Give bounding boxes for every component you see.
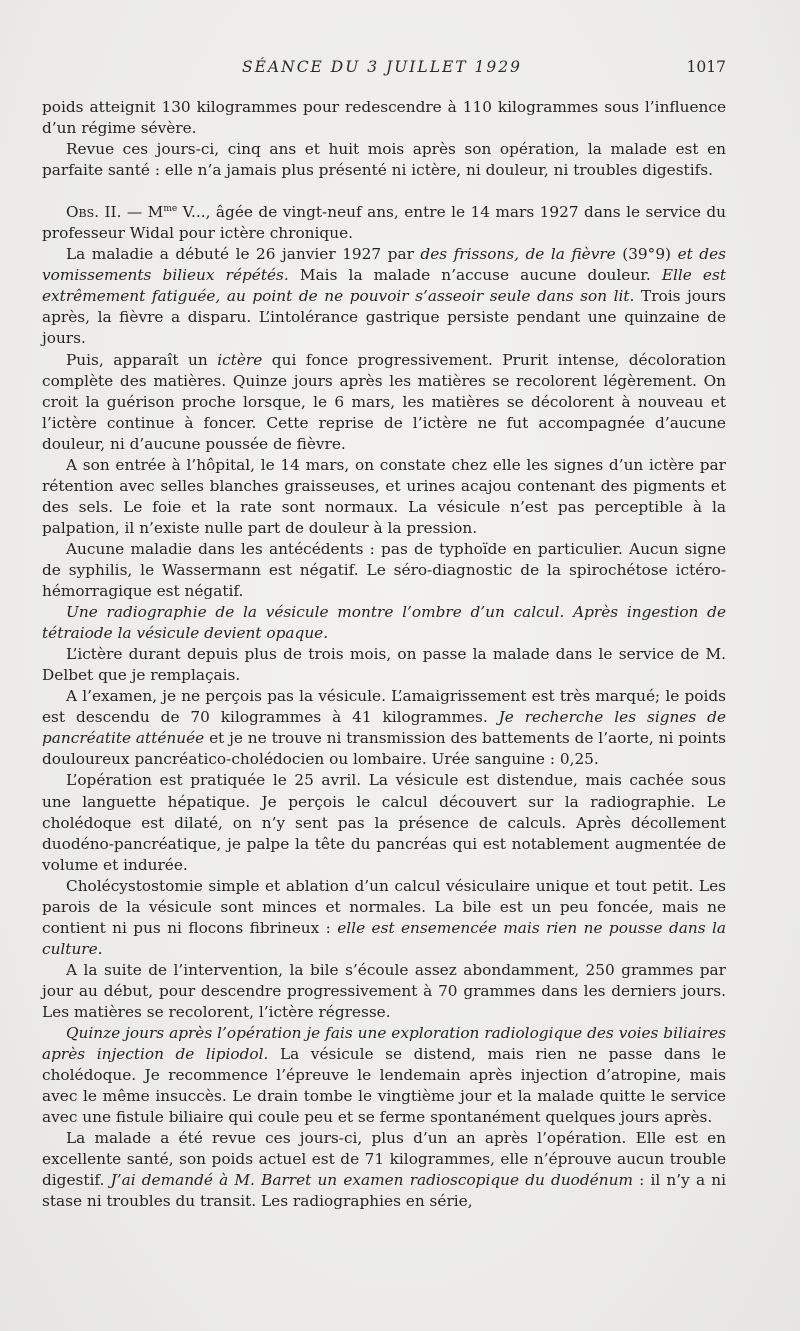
italic-text: J’ai demandé à M. Barret un examen radioscopique du duodénum — [110, 1171, 633, 1190]
paragraph — [42, 455, 726, 539]
italic-text: Quinze jours après l’opération je fais une exploration radiologique des voies biliaires après injection de lipiodol. — [42, 1024, 726, 1064]
paragraph — [42, 97, 726, 139]
italic-text: des frissons, de la fièvre — [420, 245, 616, 264]
paragraph-text: Mais la malade n’accuse aucune douleur. — [288, 266, 662, 285]
observation-label: Obs. II. — [66, 203, 122, 222]
paragraph — [42, 770, 726, 875]
paragraph — [42, 244, 726, 349]
italic-text: Une radiographie de la vésicule montre l’ombre d’un calcul. Après ingestion de tétraiode la vésicule devient opaque. — [42, 603, 726, 643]
paragraph — [42, 1023, 726, 1128]
paragraph-text: poids atteignit 130 kilogrammes pour redescendre à 110 kilogrammes sous l’influence d’un régime sévère. — [42, 98, 726, 138]
italic-text: Elle est extrêmement fatiguée, au point de ne pouvoir s’asseoir seule dans son lit. — [42, 266, 726, 306]
body-text — [42, 97, 726, 1212]
paragraph-text: L’opération est pratiquée le 25 avril. La vésicule est distendue, mais cachée sous une languette hépatique. Je perçois le calcul découvert sur la radiographie. Le cholédoque est dilaté, on n’y sent pas la présence de calculs. Après décollement duodéno-pancréatique, je palpe la tête du pancréas qui est notablement augmentée de volume et indurée. — [42, 771, 726, 874]
paragraph-text: — M — [121, 203, 164, 222]
paragraph-text: : il n’y a ni stase ni troubles du transit. Les radiographies en série, — [42, 1171, 726, 1211]
page-number: 1017 — [686, 58, 726, 76]
paragraph-text: Trois jours après, la fièvre a disparu. L’intolérance gastrique persiste pendant une quinzaine de jours. — [42, 287, 726, 348]
paragraph — [42, 350, 726, 455]
paragraph — [42, 876, 726, 960]
italic-text: ictère — [217, 350, 263, 369]
italic-text: elle est ensemencée mais rien ne pousse dans la culture. — [42, 918, 726, 958]
paragraph — [42, 644, 726, 686]
paragraph — [42, 602, 726, 644]
paragraph-text: A la suite de l’intervention, la bile s’écoule assez abondamment, 250 grammes par jour au début, pour descendre progressivement à 70 grammes dans les derniers jours. Les matières se recolorent, l’ictère régresse. — [42, 960, 726, 1021]
paragraph — [42, 539, 726, 602]
italic-text: Je recherche les signes de pancréatite atténuée — [42, 708, 727, 748]
paragraph-text: (39°9) — [615, 245, 678, 264]
paragraph-text: La vésicule se distend, mais rien ne passe dans le cholédoque. Je recommence l’épreuve le lendemain après injection d’atropine, mais avec le même insuccès. Le drain tombe le vingtième jour et la malade quitte le service avec une fistule biliaire qui coule peu et se ferme spontanément quelques jours après. — [42, 1045, 726, 1127]
paragraph-text: Cholécystostomie simple et ablation d’un calcul vésiculaire unique et tout petit. Les parois de la vésicule sont minces et normales. La bile est un peu foncée, mais ne contient ni pus ni flocons fibrineux : — [42, 876, 726, 937]
observation-heading-paragraph — [42, 202, 726, 244]
page-header — [42, 58, 726, 82]
italic-text: et des vomissements bilieux répétés. — [42, 245, 726, 285]
paragraph — [42, 1128, 726, 1212]
paragraph-text: L’ictère durant depuis plus de trois mois, on passe la malade dans le service de M. Delbet que je remplaçais. — [42, 645, 726, 685]
paragraph-text: A son entrée à l’hôpital, le 14 mars, on constate chez elle les signes d’un ictère par rétention avec selles blanches graisseuses, et urines acajou contenant des pigments et des sels. Le foie et la rate sont normaux. La vésicule n’est pas perceptible à la palpation, il n’existe nulle part de douleur à la pression. — [42, 455, 726, 537]
superscript: me — [163, 204, 178, 215]
paragraph-text: A l’examen, je ne perçois pas la vésicule. L’amaigrissement est très marqué; le poids est descendu de 70 kilogrammes à 41 kilogrammes. — [42, 687, 726, 727]
paragraph-text: qui fonce progressivement. Prurit intense, décoloration complète des matières. Quinze jours après les matières se recolorent légèrement. On croit la guérison proche lorsque, le 6 mars, les matières se décolorent à nouveau et l’ictère continue à foncer. Cette reprise de l’ictère ne fut accompagnée d’aucune douleur, ni d’aucune poussée de fièvre. — [42, 350, 726, 453]
paragraph — [42, 139, 726, 181]
paragraph-text: V..., âgée de vingt-neuf ans, entre le 14 mars 1927 dans le service du professeur Widal pour ictère chronique. — [42, 203, 726, 243]
paragraph-text: et je ne trouve ni transmission des battements de l’aorte, ni points douloureux pancréatico-cholédocien ou lombaire. Urée sanguine : 0,25. — [42, 729, 726, 769]
paragraph-text: La maladie a débuté le 26 janvier 1927 par — [66, 245, 421, 264]
paragraph-text: Aucune maladie dans les antécédents : pas de typhoïde en particulier. Aucun signe de syphilis, le Wassermann est négatif. Le séro-diagnostic de la spirochétose ictéro-hémorragique est négatif. — [42, 539, 726, 601]
paragraph-text: Puis, apparaît un — [66, 350, 218, 369]
paragraph — [42, 686, 726, 770]
paragraph-text: Revue ces jours-ci, cinq ans et huit mois après son opération, la malade est en parfaite santé : elle n’a jamais plus présenté ni ictère, ni douleur, ni troubles digestifs. — [42, 140, 726, 180]
paragraph — [42, 960, 726, 1023]
running-head: SÉANCE DU 3 JUILLET 1929 — [242, 58, 523, 76]
paragraph-text: La malade a été revue ces jours-ci, plus d’un an après l’opération. Elle est en excellente santé, son poids actuel est de 71 kilogrammes, elle n’éprouve aucun trouble digestif. — [42, 1129, 726, 1190]
